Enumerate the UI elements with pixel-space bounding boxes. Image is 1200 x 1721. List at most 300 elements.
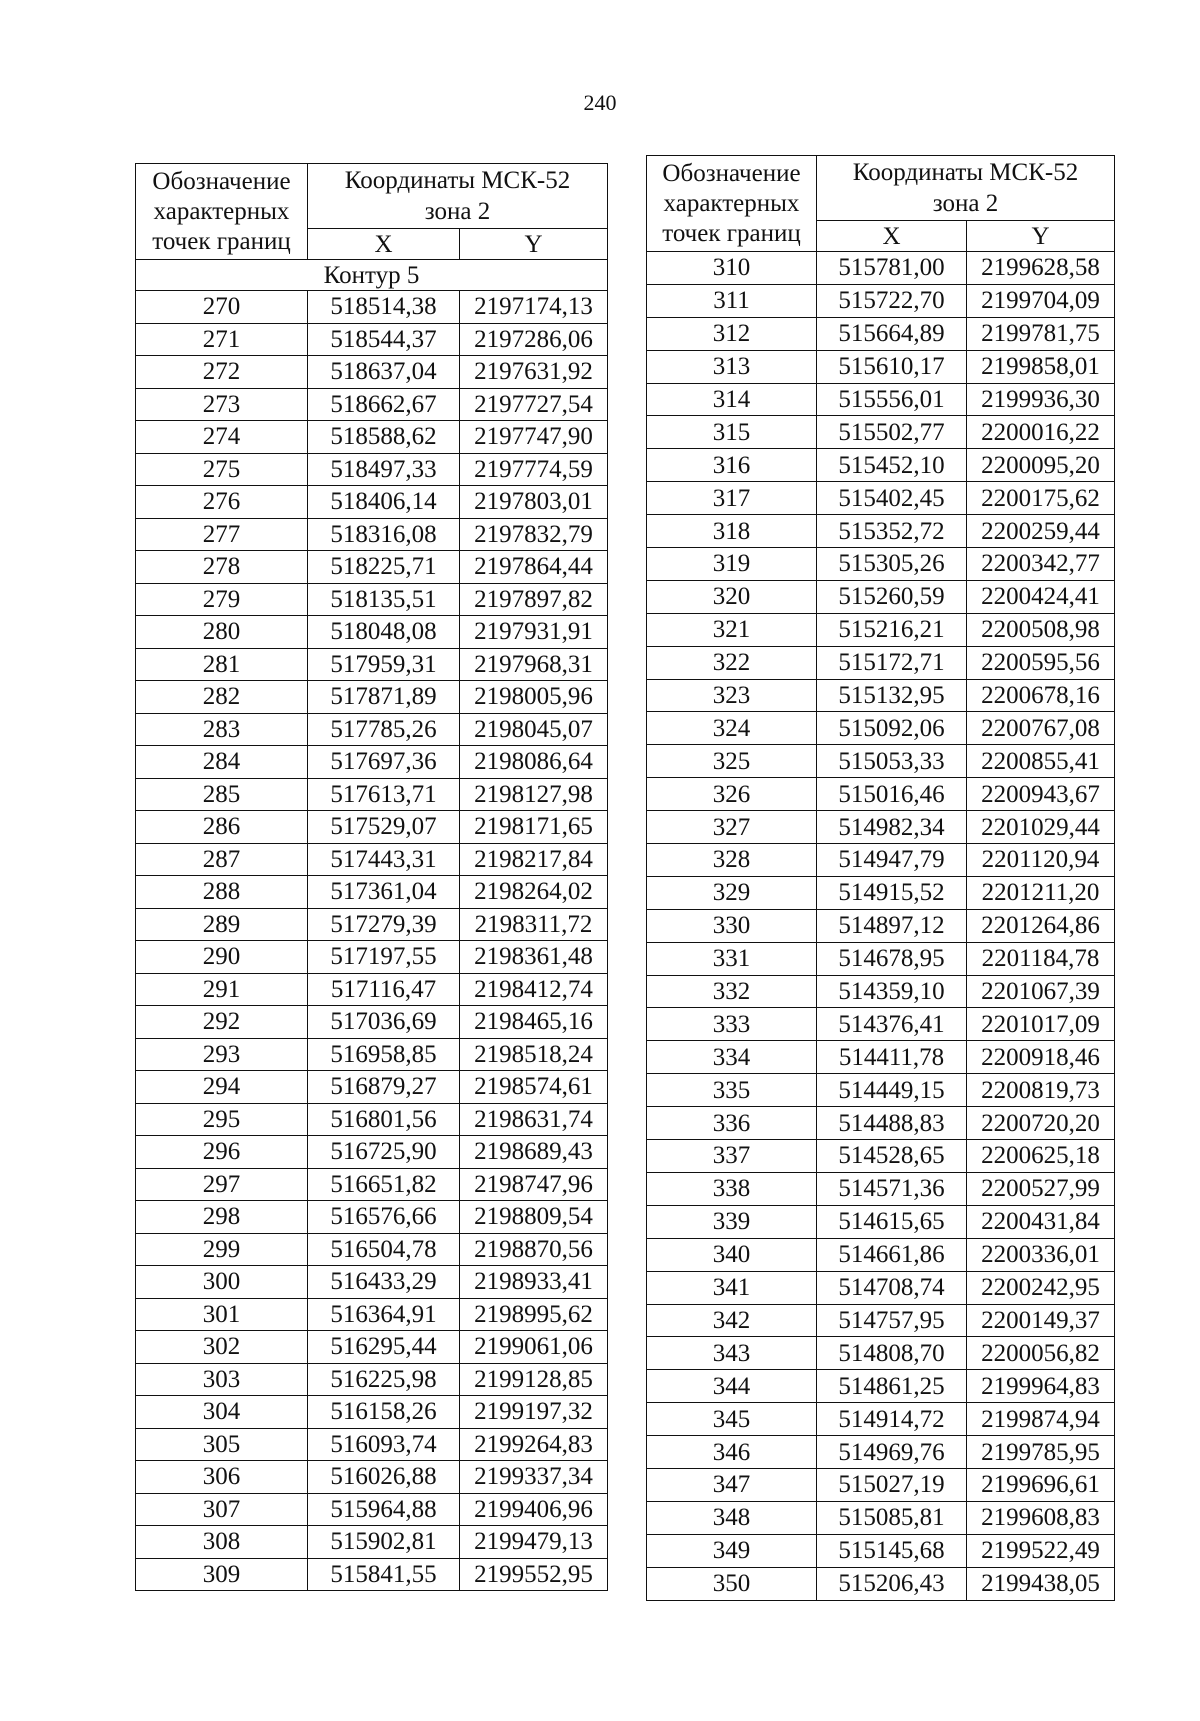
y-coordinate-cell: 2198574,61 (460, 1071, 608, 1104)
point-id-cell: 348 (647, 1501, 817, 1534)
point-id-cell: 310 (647, 252, 817, 285)
y-coordinate-cell: 2197803,01 (460, 486, 608, 519)
y-coordinate-cell: 2200095,20 (967, 449, 1115, 482)
point-id-cell: 304 (136, 1396, 308, 1429)
table-row (647, 909, 1115, 942)
x-coordinate-cell: 518637,04 (308, 356, 460, 389)
y-coordinate-cell: 2197968,31 (460, 648, 608, 681)
table-row (647, 613, 1115, 646)
point-id-cell: 340 (647, 1238, 817, 1271)
point-id-cell: 327 (647, 811, 817, 844)
y-header: Y (967, 221, 1115, 252)
y-coordinate-cell: 2200625,18 (967, 1140, 1115, 1173)
y-coordinate-cell: 2199696,61 (967, 1468, 1115, 1501)
table-row (647, 1567, 1115, 1600)
point-id-cell: 322 (647, 646, 817, 679)
point-id-cell: 277 (136, 518, 308, 551)
point-id-cell: 272 (136, 356, 308, 389)
y-coordinate-cell: 2198086,64 (460, 746, 608, 779)
x-coordinate-cell: 516725,90 (308, 1136, 460, 1169)
y-coordinate-cell: 2200342,77 (967, 548, 1115, 581)
x-coordinate-cell: 516958,85 (308, 1038, 460, 1071)
y-coordinate-cell: 2198465,16 (460, 1006, 608, 1039)
point-id-cell: 300 (136, 1266, 308, 1299)
y-coordinate-cell: 2200175,62 (967, 482, 1115, 515)
x-coordinate-cell: 516364,91 (308, 1298, 460, 1331)
y-coordinate-cell: 2199704,09 (967, 284, 1115, 317)
x-coordinate-cell: 515053,33 (817, 745, 967, 778)
x-coordinate-cell: 517036,69 (308, 1006, 460, 1039)
table-row (647, 1436, 1115, 1469)
y-coordinate-cell: 2199874,94 (967, 1403, 1115, 1436)
point-id-cell: 307 (136, 1493, 308, 1526)
x-coordinate-cell: 514449,15 (817, 1074, 967, 1107)
point-id-cell: 301 (136, 1298, 308, 1331)
x-coordinate-cell: 515016,46 (817, 778, 967, 811)
point-id-cell: 270 (136, 291, 308, 324)
x-coordinate-cell: 514411,78 (817, 1041, 967, 1074)
x-coordinate-cell: 517697,36 (308, 746, 460, 779)
y-coordinate-cell: 2199628,58 (967, 252, 1115, 285)
table-row (136, 778, 608, 811)
y-coordinate-cell: 2200678,16 (967, 679, 1115, 712)
x-header: X (308, 229, 460, 260)
table-row (136, 843, 608, 876)
y-coordinate-cell: 2199858,01 (967, 350, 1115, 383)
table-row (647, 679, 1115, 712)
x-coordinate-cell: 515610,17 (817, 350, 967, 383)
point-id-cell: 347 (647, 1468, 817, 1501)
x-coordinate-cell: 515452,10 (817, 449, 967, 482)
y-coordinate-cell: 2198412,74 (460, 973, 608, 1006)
point-id-cell: 321 (647, 613, 817, 646)
point-id-cell: 296 (136, 1136, 308, 1169)
y-coordinate-cell: 2199522,49 (967, 1534, 1115, 1567)
point-id-cell: 333 (647, 1008, 817, 1041)
x-coordinate-cell: 517279,39 (308, 908, 460, 941)
point-id-cell: 287 (136, 843, 308, 876)
table-row (136, 1428, 608, 1461)
point-id-cell: 313 (647, 350, 817, 383)
x-coordinate-cell: 515172,71 (817, 646, 967, 679)
y-coordinate-cell: 2200431,84 (967, 1205, 1115, 1238)
y-coordinate-cell: 2197774,59 (460, 453, 608, 486)
y-coordinate-cell: 2198217,84 (460, 843, 608, 876)
point-id-cell: 305 (136, 1428, 308, 1461)
table-row (136, 1461, 608, 1494)
table-row (136, 1103, 608, 1136)
table-row (647, 712, 1115, 745)
point-id-cell: 311 (647, 284, 817, 317)
table-row (136, 421, 608, 454)
table-row (136, 681, 608, 714)
x-coordinate-cell: 514708,74 (817, 1271, 967, 1304)
x-coordinate-cell: 515085,81 (817, 1501, 967, 1534)
y-coordinate-cell: 2201120,94 (967, 844, 1115, 877)
x-coordinate-cell: 514808,70 (817, 1337, 967, 1370)
point-id-cell: 320 (647, 580, 817, 613)
table-row (647, 942, 1115, 975)
point-id-cell: 280 (136, 616, 308, 649)
point-id-cell: 289 (136, 908, 308, 941)
table-row (136, 1298, 608, 1331)
table-row (647, 515, 1115, 548)
table-row (647, 482, 1115, 515)
table-row (647, 548, 1115, 581)
point-id-cell: 309 (136, 1558, 308, 1591)
point-id-cell: 273 (136, 388, 308, 421)
y-coordinate-cell: 2197832,79 (460, 518, 608, 551)
x-coordinate-cell: 516093,74 (308, 1428, 460, 1461)
table-row (647, 252, 1115, 285)
point-id-cell: 308 (136, 1526, 308, 1559)
point-id-cell: 334 (647, 1041, 817, 1074)
y-coordinate-cell: 2198995,62 (460, 1298, 608, 1331)
x-coordinate-cell: 518135,51 (308, 583, 460, 616)
y-coordinate-cell: 2198264,02 (460, 876, 608, 909)
x-coordinate-cell: 515964,88 (308, 1493, 460, 1526)
y-coordinate-cell: 2199406,96 (460, 1493, 608, 1526)
coords-header (817, 156, 1115, 221)
coords-header-line1: Координаты МСК-52 (344, 166, 571, 194)
point-id-cell: 312 (647, 317, 817, 350)
table-row (136, 1168, 608, 1201)
y-coordinate-cell: 2197631,92 (460, 356, 608, 389)
table-row (136, 1493, 608, 1526)
point-id-cell: 291 (136, 973, 308, 1006)
table-row (647, 1041, 1115, 1074)
table-row (647, 811, 1115, 844)
point-id-cell: 315 (647, 416, 817, 449)
y-coordinate-cell: 2199479,13 (460, 1526, 608, 1559)
y-coordinate-cell: 2198809,54 (460, 1201, 608, 1234)
point-id-cell: 335 (647, 1074, 817, 1107)
y-coordinate-cell: 2200918,46 (967, 1041, 1115, 1074)
table-row (647, 1271, 1115, 1304)
x-coordinate-cell: 514528,65 (817, 1140, 967, 1173)
point-id-cell: 298 (136, 1201, 308, 1234)
y-coordinate-cell: 2198127,98 (460, 778, 608, 811)
table-row (136, 811, 608, 844)
point-id-cell: 282 (136, 681, 308, 714)
table-row (136, 388, 608, 421)
x-coordinate-cell: 515502,77 (817, 416, 967, 449)
y-coordinate-cell: 2199781,75 (967, 317, 1115, 350)
x-coordinate-cell: 515781,00 (817, 252, 967, 285)
table-row (136, 323, 608, 356)
y-coordinate-cell: 2201017,09 (967, 1008, 1115, 1041)
point-id-cell: 319 (647, 548, 817, 581)
y-coordinate-cell: 2198518,24 (460, 1038, 608, 1071)
y-coordinate-cell: 2199197,32 (460, 1396, 608, 1429)
table-row (647, 1140, 1115, 1173)
coordinates-table-left (135, 163, 608, 1591)
point-id-cell: 297 (136, 1168, 308, 1201)
y-header: Y (460, 229, 608, 260)
x-coordinate-cell: 515305,26 (817, 548, 967, 581)
x-coordinate-cell: 517959,31 (308, 648, 460, 681)
y-coordinate-cell: 2199552,95 (460, 1558, 608, 1591)
table-row (136, 1526, 608, 1559)
y-coordinate-cell: 2198747,96 (460, 1168, 608, 1201)
table-row (136, 1006, 608, 1039)
x-coordinate-cell: 515092,06 (817, 712, 967, 745)
table-row (136, 583, 608, 616)
x-coordinate-cell: 514678,95 (817, 942, 967, 975)
point-id-cell: 329 (647, 876, 817, 909)
point-id-cell: 285 (136, 778, 308, 811)
x-coordinate-cell: 516504,78 (308, 1233, 460, 1266)
y-coordinate-cell: 2198933,41 (460, 1266, 608, 1299)
y-coordinate-cell: 2200720,20 (967, 1107, 1115, 1140)
y-coordinate-cell: 2198045,07 (460, 713, 608, 746)
y-coordinate-cell: 2200595,56 (967, 646, 1115, 679)
table-row (136, 486, 608, 519)
x-coordinate-cell: 517871,89 (308, 681, 460, 714)
x-coordinate-cell: 517613,71 (308, 778, 460, 811)
x-coordinate-cell: 515206,43 (817, 1567, 967, 1600)
x-coordinate-cell: 515664,89 (817, 317, 967, 350)
table-row (647, 317, 1115, 350)
x-coordinate-cell: 515216,21 (817, 613, 967, 646)
x-coordinate-cell: 517443,31 (308, 843, 460, 876)
x-coordinate-cell: 518588,62 (308, 421, 460, 454)
y-coordinate-cell: 2200149,37 (967, 1304, 1115, 1337)
x-coordinate-cell: 515132,95 (817, 679, 967, 712)
table-row (647, 1534, 1115, 1567)
point-id-cell: 338 (647, 1172, 817, 1205)
x-coordinate-cell: 515556,01 (817, 383, 967, 416)
point-id-cell: 281 (136, 648, 308, 681)
table-row (136, 1331, 608, 1364)
table-row (647, 1337, 1115, 1370)
table-row (136, 1233, 608, 1266)
point-id-cell: 325 (647, 745, 817, 778)
point-id-cell: 302 (136, 1331, 308, 1364)
table-row (136, 616, 608, 649)
x-coordinate-cell: 515260,59 (817, 580, 967, 613)
x-coordinate-cell: 515722,70 (817, 284, 967, 317)
x-coordinate-cell: 515352,72 (817, 515, 967, 548)
x-coordinate-cell: 517529,07 (308, 811, 460, 844)
y-coordinate-cell: 2201029,44 (967, 811, 1115, 844)
table-row (136, 453, 608, 486)
y-coordinate-cell: 2199061,06 (460, 1331, 608, 1364)
table-row (647, 844, 1115, 877)
y-coordinate-cell: 2201211,20 (967, 876, 1115, 909)
table-row (647, 745, 1115, 778)
point-id-cell: 349 (647, 1534, 817, 1567)
x-coordinate-cell: 514615,65 (817, 1205, 967, 1238)
x-coordinate-cell: 518048,08 (308, 616, 460, 649)
table-row (647, 449, 1115, 482)
point-id-cell: 286 (136, 811, 308, 844)
point-id-cell: 274 (136, 421, 308, 454)
table-row (136, 876, 608, 909)
y-coordinate-cell: 2200767,08 (967, 712, 1115, 745)
point-id-cell: 278 (136, 551, 308, 584)
y-coordinate-cell: 2197727,54 (460, 388, 608, 421)
x-coordinate-cell: 515402,45 (817, 482, 967, 515)
table-row (647, 1403, 1115, 1436)
contour-label: Контур 5 (136, 260, 608, 291)
table-row (647, 1205, 1115, 1238)
page-number: 240 (583, 90, 617, 115)
table-row (647, 1238, 1115, 1271)
table-row (647, 778, 1115, 811)
point-id-cell: 284 (136, 746, 308, 779)
x-coordinate-cell: 514571,36 (817, 1172, 967, 1205)
point-id-cell: 331 (647, 942, 817, 975)
table-row (647, 975, 1115, 1008)
x-coordinate-cell: 514982,34 (817, 811, 967, 844)
y-coordinate-cell: 2197174,13 (460, 291, 608, 324)
table-row (136, 1071, 608, 1104)
point-id-cell: 350 (647, 1567, 817, 1600)
point-id-cell: 275 (136, 453, 308, 486)
table-row (647, 1468, 1115, 1501)
point-id-cell: 342 (647, 1304, 817, 1337)
coords-header-line1: Координаты МСК-52 (852, 158, 1079, 186)
y-coordinate-cell: 2198311,72 (460, 908, 608, 941)
x-coordinate-cell: 516651,82 (308, 1168, 460, 1201)
point-id-cell: 330 (647, 909, 817, 942)
table-row (136, 356, 608, 389)
x-coordinate-cell: 516576,66 (308, 1201, 460, 1234)
point-id-cell: 328 (647, 844, 817, 877)
x-coordinate-cell: 517197,55 (308, 941, 460, 974)
y-coordinate-cell: 2199964,83 (967, 1370, 1115, 1403)
x-coordinate-cell: 518514,38 (308, 291, 460, 324)
point-id-cell: 346 (647, 1436, 817, 1469)
table-row (136, 908, 608, 941)
x-coordinate-cell: 517116,47 (308, 973, 460, 1006)
point-label-header: Обозначение характерных точек границ (136, 164, 308, 260)
table-row (136, 1558, 608, 1591)
y-coordinate-cell: 2200855,41 (967, 745, 1115, 778)
x-coordinate-cell: 514969,76 (817, 1436, 967, 1469)
y-coordinate-cell: 2199264,83 (460, 1428, 608, 1461)
y-coordinate-cell: 2199608,83 (967, 1501, 1115, 1534)
point-id-cell: 283 (136, 713, 308, 746)
y-coordinate-cell: 2199337,34 (460, 1461, 608, 1494)
y-coordinate-cell: 2201184,78 (967, 942, 1115, 975)
x-coordinate-cell: 515027,19 (817, 1468, 967, 1501)
y-coordinate-cell: 2200242,95 (967, 1271, 1115, 1304)
point-id-cell: 324 (647, 712, 817, 745)
table-row (136, 518, 608, 551)
y-coordinate-cell: 2198689,43 (460, 1136, 608, 1169)
y-coordinate-cell: 2200819,73 (967, 1074, 1115, 1107)
table-row (136, 713, 608, 746)
y-coordinate-cell: 2200056,82 (967, 1337, 1115, 1370)
table-row (647, 876, 1115, 909)
y-coordinate-cell: 2197931,91 (460, 616, 608, 649)
x-coordinate-cell: 518497,33 (308, 453, 460, 486)
y-coordinate-cell: 2200508,98 (967, 613, 1115, 646)
table-row (647, 1501, 1115, 1534)
coords-header-line2: зона 2 (932, 190, 999, 217)
table-row (136, 291, 608, 324)
point-id-cell: 294 (136, 1071, 308, 1104)
y-coordinate-cell: 2200424,41 (967, 580, 1115, 613)
table-row (136, 941, 608, 974)
y-coordinate-cell: 2201264,86 (967, 909, 1115, 942)
point-id-cell: 293 (136, 1038, 308, 1071)
table-row (136, 973, 608, 1006)
x-coordinate-cell: 516026,88 (308, 1461, 460, 1494)
point-id-cell: 276 (136, 486, 308, 519)
table-row (647, 383, 1115, 416)
point-label-header: Обозначение характерных точек границ (647, 156, 817, 252)
table-row (136, 746, 608, 779)
point-id-cell: 299 (136, 1233, 308, 1266)
x-coordinate-cell: 514376,41 (817, 1008, 967, 1041)
x-coordinate-cell: 518406,14 (308, 486, 460, 519)
x-coordinate-cell: 516225,98 (308, 1363, 460, 1396)
x-coordinate-cell: 514947,79 (817, 844, 967, 877)
y-coordinate-cell: 2199785,95 (967, 1436, 1115, 1469)
y-coordinate-cell: 2198361,48 (460, 941, 608, 974)
x-coordinate-cell: 516295,44 (308, 1331, 460, 1364)
y-coordinate-cell: 2198631,74 (460, 1103, 608, 1136)
y-coordinate-cell: 2198005,96 (460, 681, 608, 714)
x-coordinate-cell: 516433,29 (308, 1266, 460, 1299)
point-id-cell: 292 (136, 1006, 308, 1039)
table-row (136, 1201, 608, 1234)
table-row (647, 1304, 1115, 1337)
x-coordinate-cell: 518662,67 (308, 388, 460, 421)
coords-header-line2: зона 2 (424, 198, 491, 225)
x-coordinate-cell: 516158,26 (308, 1396, 460, 1429)
point-id-cell: 341 (647, 1271, 817, 1304)
table-row (136, 648, 608, 681)
table-row (136, 1363, 608, 1396)
x-coordinate-cell: 514757,95 (817, 1304, 967, 1337)
point-id-cell: 314 (647, 383, 817, 416)
x-coordinate-cell: 515145,68 (817, 1534, 967, 1567)
x-coordinate-cell: 518544,37 (308, 323, 460, 356)
point-id-cell: 337 (647, 1140, 817, 1173)
coordinates-table-right (646, 155, 1115, 1601)
table-row (647, 1107, 1115, 1140)
y-coordinate-cell: 2199936,30 (967, 383, 1115, 416)
y-coordinate-cell: 2197897,82 (460, 583, 608, 616)
y-coordinate-cell: 2198870,56 (460, 1233, 608, 1266)
y-coordinate-cell: 2198171,65 (460, 811, 608, 844)
point-id-cell: 295 (136, 1103, 308, 1136)
x-coordinate-cell: 514897,12 (817, 909, 967, 942)
x-coordinate-cell: 514861,25 (817, 1370, 967, 1403)
x-coordinate-cell: 516879,27 (308, 1071, 460, 1104)
table-row (647, 1008, 1115, 1041)
point-id-cell: 303 (136, 1363, 308, 1396)
point-id-cell: 323 (647, 679, 817, 712)
x-coordinate-cell: 517361,04 (308, 876, 460, 909)
x-coordinate-cell: 518225,71 (308, 551, 460, 584)
point-id-cell: 336 (647, 1107, 817, 1140)
point-id-cell: 279 (136, 583, 308, 616)
x-coordinate-cell: 514359,10 (817, 975, 967, 1008)
x-coordinate-cell: 518316,08 (308, 518, 460, 551)
x-coordinate-cell: 517785,26 (308, 713, 460, 746)
y-coordinate-cell: 2200016,22 (967, 416, 1115, 449)
table-row (136, 1136, 608, 1169)
y-coordinate-cell: 2199438,05 (967, 1567, 1115, 1600)
y-coordinate-cell: 2200259,44 (967, 515, 1115, 548)
x-coordinate-cell: 514661,86 (817, 1238, 967, 1271)
point-id-cell: 306 (136, 1461, 308, 1494)
